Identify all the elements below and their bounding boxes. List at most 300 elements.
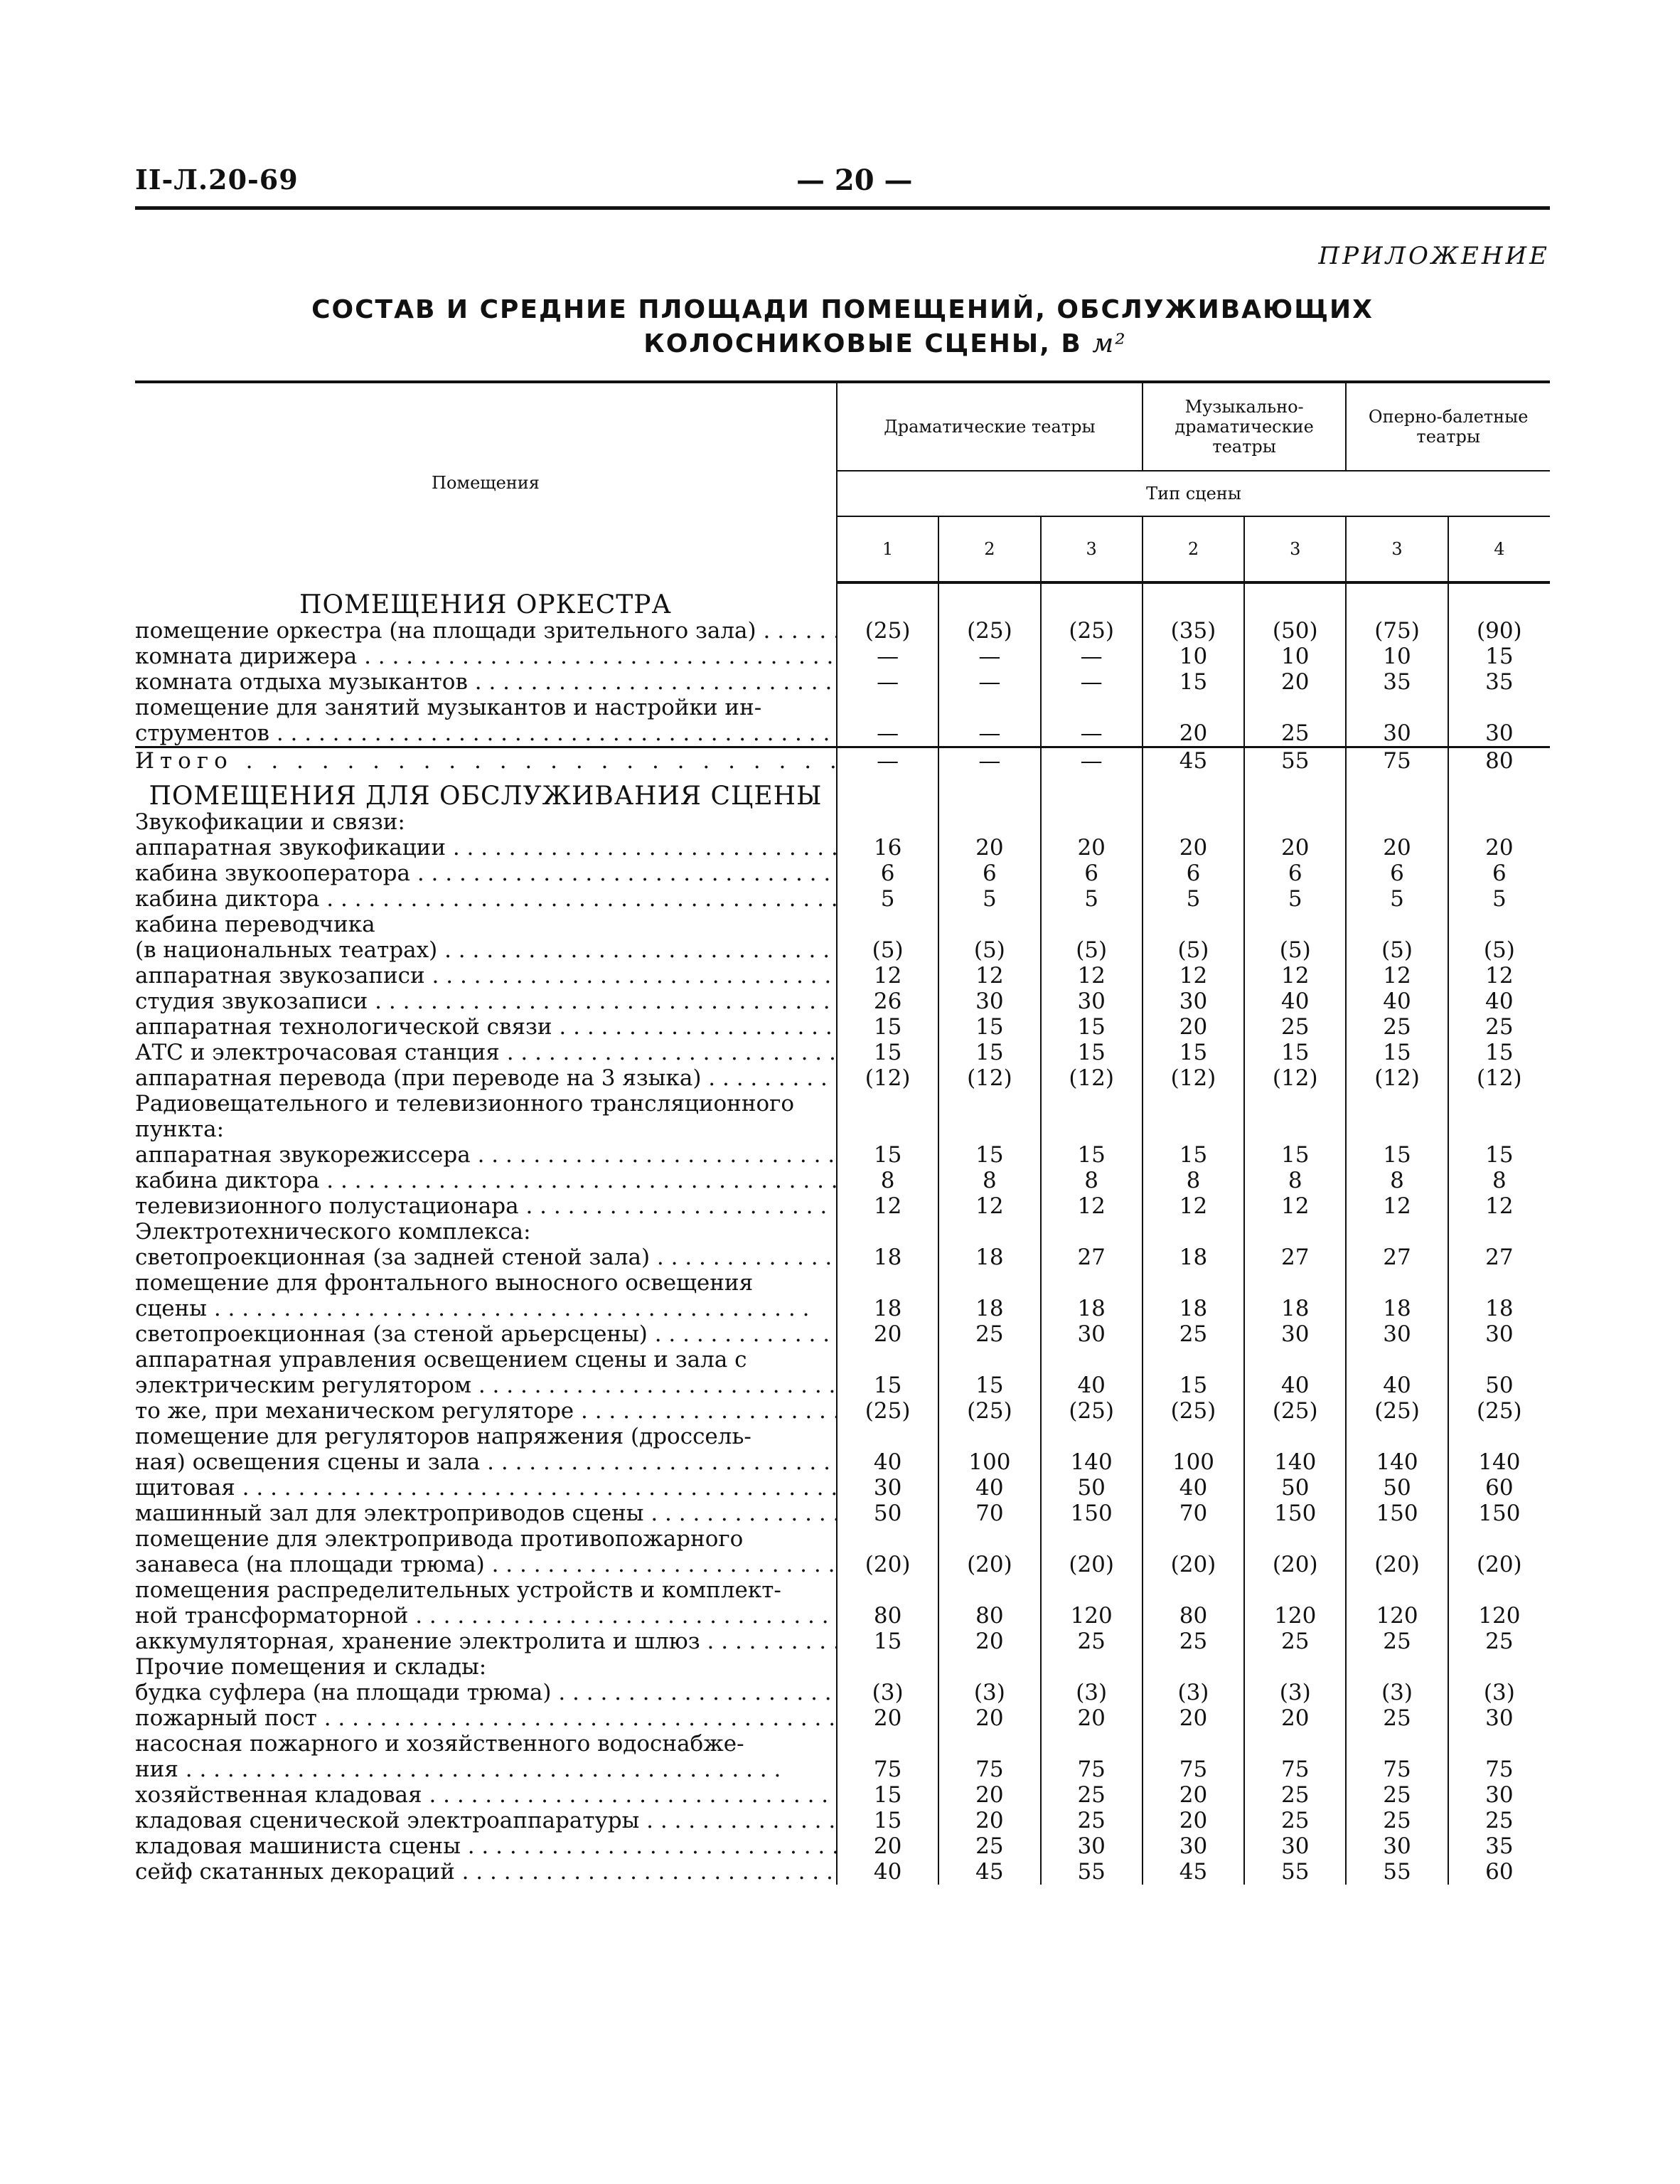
title-unit: м²: [1092, 329, 1127, 358]
value-cell: (5): [1244, 937, 1346, 963]
value-cell: [1244, 582, 1346, 618]
value-cell: 27: [1448, 1245, 1550, 1270]
room-label-text: сейф скатанных декораций . . .: [135, 1859, 837, 1885]
value-cell: [1143, 1270, 1244, 1296]
value-cell: 8: [1041, 1168, 1143, 1193]
table-header: [135, 382, 1550, 582]
value-cell: [1041, 1654, 1143, 1680]
value-cell: 30: [1244, 1321, 1346, 1347]
value-cell: 15: [1041, 1014, 1143, 1040]
value-cell: 8: [1448, 1168, 1550, 1193]
table-row: [135, 669, 1550, 695]
table-row: [135, 912, 1550, 937]
value-cell: 150: [1244, 1501, 1346, 1526]
value-cell: [938, 695, 1040, 720]
value-cell: [1244, 1731, 1346, 1757]
value-cell: [1448, 582, 1550, 618]
room-label: [135, 1552, 837, 1577]
value-cell: —: [837, 644, 938, 669]
room-label: [135, 1705, 837, 1731]
page-header: [135, 164, 1550, 206]
value-cell: [1448, 1577, 1550, 1603]
stage-type-header: Тип сцены: [837, 471, 1550, 516]
total-row: [135, 747, 1550, 774]
table-row: [135, 1603, 1550, 1629]
value-cell: [1244, 809, 1346, 835]
value-cell: 12: [1143, 1193, 1244, 1219]
room-label-text: насосная пожарного и хозяйственного водоснабже-: [135, 1731, 744, 1757]
table-row: [135, 861, 1550, 886]
value-cell: 6: [1244, 861, 1346, 886]
value-cell: [1448, 1347, 1550, 1373]
value-cell: 40: [1244, 1373, 1346, 1398]
value-cell: 35: [1448, 1833, 1550, 1859]
section-heading-row: [135, 774, 1550, 809]
group-header-musical-drama: Музыкально-драматические театры: [1143, 382, 1347, 471]
value-cell: [938, 1731, 1040, 1757]
value-cell: 25: [1143, 1629, 1244, 1654]
value-cell: [1346, 809, 1448, 835]
value-cell: [1143, 1577, 1244, 1603]
section-title: [135, 774, 837, 809]
value-cell: 30: [1346, 720, 1448, 747]
room-label-text: светопроекционная (за стеной арьерсцены) . . .: [135, 1321, 837, 1347]
room-label: [135, 1347, 837, 1373]
table-row: [135, 1526, 1550, 1552]
value-cell: [1448, 1654, 1550, 1680]
table-row: [135, 1193, 1550, 1219]
value-cell: 40: [1448, 989, 1550, 1014]
value-cell: (25): [837, 618, 938, 644]
table-row: [135, 809, 1550, 835]
value-cell: 140: [1041, 1449, 1143, 1475]
value-cell: 75: [1244, 1757, 1346, 1782]
value-cell: (20): [1143, 1552, 1244, 1577]
value-cell: [1244, 1347, 1346, 1373]
value-cell: 30: [837, 1475, 938, 1501]
value-cell: 25: [1244, 1808, 1346, 1833]
value-cell: [1041, 1731, 1143, 1757]
table-body: [135, 582, 1550, 1885]
table-row: [135, 1091, 1550, 1117]
value-cell: 20: [837, 1705, 938, 1731]
value-cell: (25): [1041, 1398, 1143, 1424]
room-label: [135, 1193, 837, 1219]
value-cell: 20: [1244, 669, 1346, 695]
room-label: [135, 1833, 837, 1859]
value-cell: 12: [1143, 963, 1244, 989]
value-cell: 55: [1244, 747, 1346, 774]
value-cell: [1448, 912, 1550, 937]
table-row: [135, 1833, 1550, 1859]
room-label-text: (в национальных театрах) . . .: [135, 937, 837, 963]
room-label: [135, 1577, 837, 1603]
value-cell: [1041, 809, 1143, 835]
value-cell: [1346, 695, 1448, 720]
value-cell: 25: [1244, 1782, 1346, 1808]
room-label: [135, 1040, 837, 1065]
header-rule: [135, 206, 1550, 210]
value-cell: [1346, 1347, 1448, 1373]
value-cell: 20: [938, 1782, 1040, 1808]
value-cell: (20): [1244, 1552, 1346, 1577]
value-cell: 12: [938, 963, 1040, 989]
value-cell: 15: [938, 1142, 1040, 1168]
value-cell: 20: [938, 835, 1040, 861]
value-cell: [1143, 1347, 1244, 1373]
room-label-text: хозяйственная кладовая . . .: [135, 1782, 837, 1808]
value-cell: 5: [1143, 886, 1244, 912]
value-cell: [1244, 1654, 1346, 1680]
value-cell: 15: [1143, 1373, 1244, 1398]
value-cell: 18: [837, 1245, 938, 1270]
value-cell: 40: [1041, 1373, 1143, 1398]
value-cell: 50: [1448, 1373, 1550, 1398]
room-label: [135, 695, 837, 720]
value-cell: [938, 774, 1040, 809]
value-cell: [837, 1117, 938, 1142]
value-cell: (5): [1448, 937, 1550, 963]
value-cell: 12: [837, 963, 938, 989]
table-row: [135, 1705, 1550, 1731]
value-cell: [1448, 1731, 1550, 1757]
value-cell: 30: [1041, 1833, 1143, 1859]
value-cell: [1448, 1424, 1550, 1449]
table-row: [135, 1449, 1550, 1475]
appendix-label: ПРИЛОЖЕНИЕ: [1318, 242, 1550, 270]
value-cell: (12): [1143, 1065, 1244, 1091]
value-cell: [837, 1091, 938, 1117]
room-label-text: аппаратная управления освещением сцены и зала с: [135, 1347, 747, 1373]
value-cell: [837, 582, 938, 618]
value-cell: (25): [837, 1398, 938, 1424]
value-cell: [1041, 1117, 1143, 1142]
value-cell: 20: [1143, 1808, 1244, 1833]
value-cell: 140: [1448, 1449, 1550, 1475]
value-cell: 12: [1244, 1193, 1346, 1219]
value-cell: [1346, 1091, 1448, 1117]
room-label-text: помещения распределительных устройств и комплект-: [135, 1577, 781, 1603]
section-title: [135, 582, 837, 618]
value-cell: [837, 1731, 938, 1757]
room-label-text: телевизионного полустационара . . .: [135, 1193, 837, 1219]
value-cell: [837, 774, 938, 809]
value-cell: 70: [938, 1501, 1040, 1526]
value-cell: [1448, 695, 1550, 720]
value-cell: 20: [938, 1629, 1040, 1654]
value-cell: 70: [1143, 1501, 1244, 1526]
value-cell: [938, 1526, 1040, 1552]
value-cell: 15: [1346, 1040, 1448, 1065]
value-cell: [1143, 1091, 1244, 1117]
value-cell: 6: [1448, 861, 1550, 886]
value-cell: (90): [1448, 618, 1550, 644]
table-row: [135, 1065, 1550, 1091]
room-label-text: ния . . .: [135, 1757, 781, 1782]
table-row: [135, 695, 1550, 720]
value-cell: 30: [1448, 1321, 1550, 1347]
col-rooms-header: Помещения: [135, 382, 837, 582]
room-label: [135, 886, 837, 912]
value-cell: 25: [1346, 1705, 1448, 1731]
value-cell: 75: [1041, 1757, 1143, 1782]
room-label: [135, 1782, 837, 1808]
value-cell: [1143, 1424, 1244, 1449]
value-cell: 8: [938, 1168, 1040, 1193]
value-cell: 20: [1143, 835, 1244, 861]
value-cell: 40: [1244, 989, 1346, 1014]
table-row: [135, 1245, 1550, 1270]
value-cell: 27: [1346, 1245, 1448, 1270]
value-cell: 25: [1346, 1629, 1448, 1654]
room-label-text: кладовая сценической электроаппаратуры . . .: [135, 1808, 837, 1833]
room-label: [135, 747, 837, 774]
value-cell: 20: [837, 1833, 938, 1859]
value-cell: 45: [1143, 747, 1244, 774]
value-cell: [938, 1424, 1040, 1449]
value-cell: 15: [837, 1040, 938, 1065]
value-cell: 80: [938, 1603, 1040, 1629]
value-cell: [837, 1424, 938, 1449]
value-cell: 18: [938, 1245, 1040, 1270]
value-cell: [1143, 695, 1244, 720]
value-cell: 40: [837, 1449, 938, 1475]
value-cell: 25: [1448, 1014, 1550, 1040]
value-cell: 6: [938, 861, 1040, 886]
value-cell: [837, 695, 938, 720]
table-row: [135, 835, 1550, 861]
value-cell: 50: [1244, 1475, 1346, 1501]
room-label: [135, 1321, 837, 1347]
value-cell: (25): [1448, 1398, 1550, 1424]
value-cell: (12): [1041, 1065, 1143, 1091]
table-row: [135, 720, 1550, 747]
value-cell: 5: [1041, 886, 1143, 912]
room-label-text: пожарный пост . . .: [135, 1705, 837, 1731]
value-cell: 150: [1346, 1501, 1448, 1526]
value-cell: [1143, 582, 1244, 618]
value-cell: 15: [1041, 1040, 1143, 1065]
room-label: [135, 835, 837, 861]
value-cell: [1143, 1117, 1244, 1142]
value-cell: [938, 582, 1040, 618]
value-cell: [1346, 1117, 1448, 1142]
value-cell: 8: [1346, 1168, 1448, 1193]
value-cell: 20: [1041, 835, 1143, 861]
value-cell: 30: [1041, 989, 1143, 1014]
value-cell: (3): [1244, 1680, 1346, 1705]
value-cell: 25: [1448, 1629, 1550, 1654]
value-cell: 18: [1346, 1296, 1448, 1321]
value-cell: 5: [1244, 886, 1346, 912]
value-cell: 5: [1346, 886, 1448, 912]
value-cell: 30: [1448, 1782, 1550, 1808]
value-cell: (5): [1346, 937, 1448, 963]
value-cell: 30: [1244, 1833, 1346, 1859]
value-cell: [1448, 1219, 1550, 1245]
value-cell: [1448, 1091, 1550, 1117]
value-cell: (5): [1143, 937, 1244, 963]
value-cell: 25: [938, 1833, 1040, 1859]
value-cell: 120: [1346, 1603, 1448, 1629]
value-cell: [1448, 1117, 1550, 1142]
value-cell: 80: [837, 1603, 938, 1629]
value-cell: [1041, 774, 1143, 809]
value-cell: 40: [837, 1859, 938, 1885]
room-label-text: ной трансформаторной . . .: [135, 1603, 837, 1629]
room-label: [135, 1373, 837, 1398]
room-label: [135, 1398, 837, 1424]
value-cell: [1244, 912, 1346, 937]
value-cell: 30: [1041, 1321, 1143, 1347]
value-cell: (25): [1244, 1398, 1346, 1424]
value-cell: (25): [938, 1398, 1040, 1424]
room-label-text: электрическим регулятором . . .: [135, 1373, 837, 1398]
table-row: [135, 1501, 1550, 1526]
table-row: [135, 989, 1550, 1014]
value-cell: 55: [1041, 1859, 1143, 1885]
value-cell: [1346, 1526, 1448, 1552]
value-cell: (12): [938, 1065, 1040, 1091]
stage-number-2: 2: [938, 516, 1040, 582]
room-label: [135, 912, 837, 937]
value-cell: 30: [1346, 1321, 1448, 1347]
value-cell: 8: [1143, 1168, 1244, 1193]
value-cell: 50: [1346, 1475, 1448, 1501]
value-cell: 80: [1448, 747, 1550, 774]
value-cell: [1143, 1219, 1244, 1245]
value-cell: 55: [1244, 1859, 1346, 1885]
value-cell: [938, 1219, 1040, 1245]
value-cell: 30: [1448, 1705, 1550, 1731]
room-label: [135, 937, 837, 963]
value-cell: [1143, 1731, 1244, 1757]
value-cell: (25): [1041, 618, 1143, 644]
value-cell: (3): [837, 1680, 938, 1705]
value-cell: 40: [1346, 1373, 1448, 1398]
value-cell: (12): [1244, 1065, 1346, 1091]
value-cell: (25): [1143, 1398, 1244, 1424]
value-cell: 10: [1346, 644, 1448, 669]
value-cell: —: [938, 644, 1040, 669]
value-cell: 60: [1448, 1859, 1550, 1885]
table-row: [135, 886, 1550, 912]
value-cell: 50: [837, 1501, 938, 1526]
value-cell: [1346, 1654, 1448, 1680]
room-label-text: комната отдыха музыкантов . . .: [135, 669, 837, 695]
value-cell: —: [1041, 644, 1143, 669]
value-cell: [1448, 1270, 1550, 1296]
value-cell: 8: [1244, 1168, 1346, 1193]
room-label-text: ная) освещения сцены и зала . . .: [135, 1449, 837, 1475]
room-label: [135, 1501, 837, 1526]
value-cell: 45: [938, 1859, 1040, 1885]
value-cell: 25: [1244, 1014, 1346, 1040]
room-label-text: аппаратная звукофикации . . .: [135, 835, 837, 861]
value-cell: —: [1041, 720, 1143, 747]
value-cell: 100: [938, 1449, 1040, 1475]
value-cell: 27: [1244, 1245, 1346, 1270]
value-cell: 25: [1346, 1014, 1448, 1040]
value-cell: —: [837, 720, 938, 747]
room-label-text: Итого . . .: [135, 748, 837, 774]
value-cell: 15: [1143, 1142, 1244, 1168]
value-cell: [1143, 774, 1244, 809]
value-cell: 25: [1346, 1782, 1448, 1808]
table-row: [135, 1040, 1550, 1065]
value-cell: (20): [1346, 1552, 1448, 1577]
room-label-text: ПОМЕЩЕНИЯ ОРКЕСТРА: [299, 590, 672, 618]
value-cell: [1346, 1731, 1448, 1757]
room-label-text: комната дирижера . . .: [135, 644, 837, 669]
page-title: [135, 293, 1550, 361]
room-label-text: Прочие помещения и склады:: [135, 1654, 487, 1680]
value-cell: [837, 1654, 938, 1680]
value-cell: 20: [1346, 835, 1448, 861]
value-cell: 27: [1041, 1245, 1143, 1270]
room-label: [135, 1168, 837, 1193]
table-row: [135, 1347, 1550, 1373]
stage-number-7: 4: [1448, 516, 1550, 582]
value-cell: 15: [1448, 1142, 1550, 1168]
room-label-text: студия звукозаписи . . .: [135, 989, 837, 1014]
value-cell: [837, 809, 938, 835]
room-label: [135, 1526, 837, 1552]
value-cell: [1143, 1526, 1244, 1552]
room-label: [135, 1808, 837, 1833]
value-cell: 8: [837, 1168, 938, 1193]
value-cell: 20: [1244, 835, 1346, 861]
value-cell: 25: [938, 1321, 1040, 1347]
table-row: [135, 1577, 1550, 1603]
value-cell: (12): [837, 1065, 938, 1091]
room-label: [135, 1065, 837, 1091]
value-cell: 20: [1143, 1705, 1244, 1731]
room-label: [135, 963, 837, 989]
room-label-text: помещение для электропривода противопожарного: [135, 1526, 744, 1552]
value-cell: 12: [1041, 963, 1143, 989]
value-cell: 15: [1244, 1040, 1346, 1065]
value-cell: [1244, 1577, 1346, 1603]
value-cell: 25: [1244, 720, 1346, 747]
value-cell: 15: [1448, 644, 1550, 669]
value-cell: 100: [1143, 1449, 1244, 1475]
value-cell: 75: [938, 1757, 1040, 1782]
value-cell: (20): [938, 1552, 1040, 1577]
value-cell: 60: [1448, 1475, 1550, 1501]
value-cell: 5: [1448, 886, 1550, 912]
title-line-1: СОСТАВ И СРЕДНИЕ ПЛОЩАДИ ПОМЕЩЕНИЙ, ОБСЛУЖИВАЮЩИХ: [311, 295, 1374, 324]
value-cell: (3): [1143, 1680, 1244, 1705]
value-cell: 18: [1244, 1296, 1346, 1321]
table-row: [135, 1373, 1550, 1398]
value-cell: 20: [1143, 1782, 1244, 1808]
value-cell: 20: [1143, 1014, 1244, 1040]
value-cell: 20: [1143, 720, 1244, 747]
value-cell: [938, 1270, 1040, 1296]
value-cell: 10: [1143, 644, 1244, 669]
value-cell: 25: [1448, 1808, 1550, 1833]
value-cell: 15: [1143, 1040, 1244, 1065]
room-label: [135, 1859, 837, 1885]
value-cell: 6: [1143, 861, 1244, 886]
value-cell: 12: [1041, 1193, 1143, 1219]
room-label-text: аккумуляторная, хранение электролита и шлюз . . .: [135, 1629, 837, 1654]
value-cell: 6: [837, 861, 938, 886]
value-cell: 15: [837, 1808, 938, 1833]
value-cell: 12: [1346, 1193, 1448, 1219]
value-cell: —: [1041, 747, 1143, 774]
